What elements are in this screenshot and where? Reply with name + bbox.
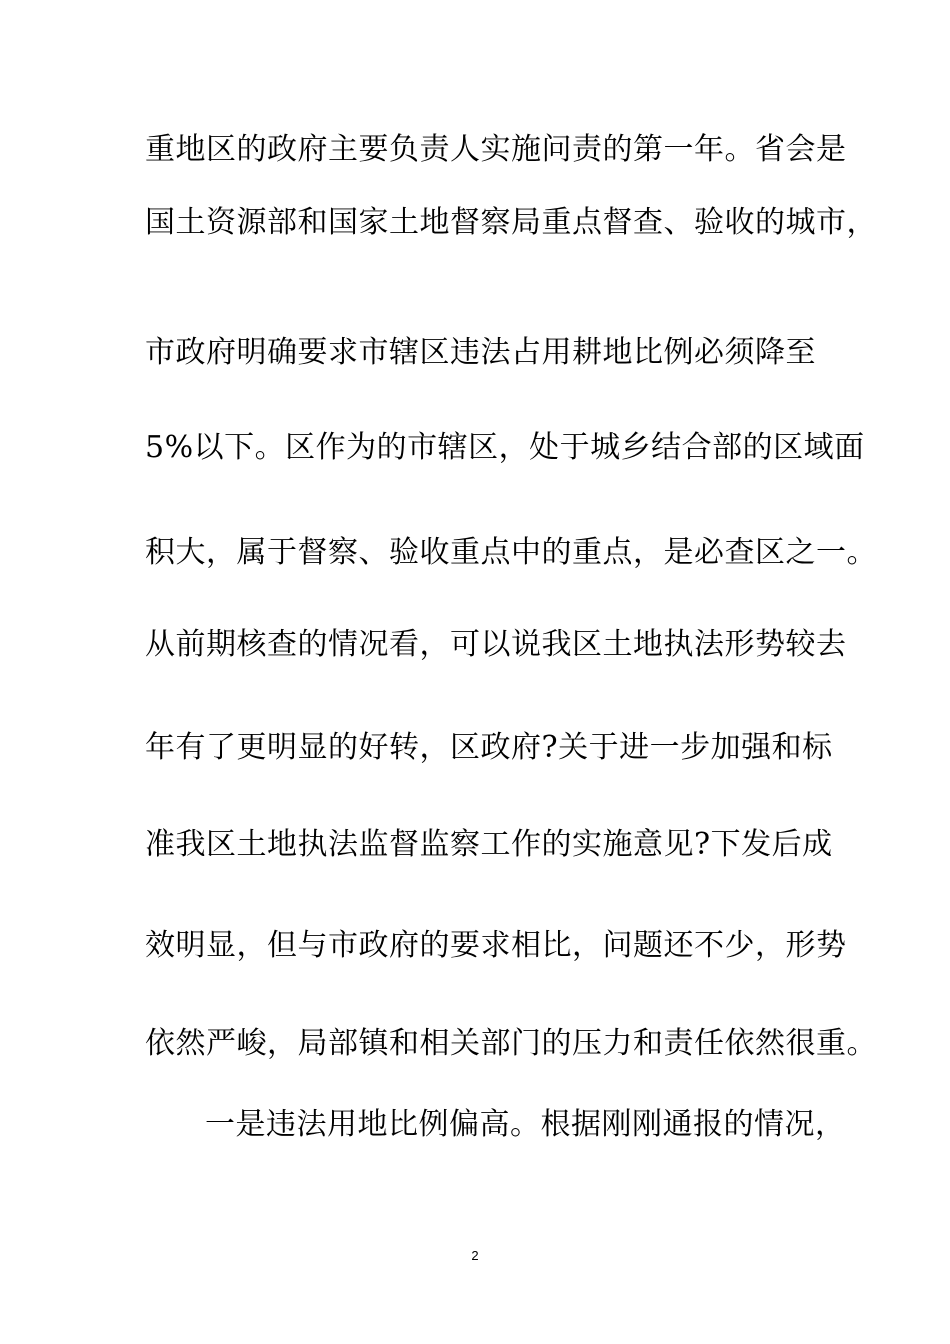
text-line: 积大，属于督察、验收重点中的重点，是必查区之一。 bbox=[145, 535, 877, 570]
paragraph-first-line: 一是违法用地比例偏高。根据刚刚通报的情况， bbox=[205, 1107, 846, 1142]
text-line: 市政府明确要求市辖区违法占用耕地比例必须降至 bbox=[145, 335, 816, 370]
text-line: 从前期核查的情况看，可以说我区土地执法形势较去 bbox=[145, 627, 847, 662]
text-line: 依然严峻，局部镇和相关部门的压力和责任依然很重。 bbox=[145, 1026, 877, 1061]
text-line: 国土资源部和国家土地督察局重点督查、验收的城市， bbox=[145, 205, 877, 240]
text-line: 年有了更明显的好转，区政府?关于进一步加强和标 bbox=[145, 730, 833, 765]
text-line: 5%以下。区作为的市辖区，处于城乡结合部的区域面 bbox=[145, 430, 865, 465]
page-number: 2 bbox=[471, 1248, 479, 1263]
text-line: 效明显，但与市政府的要求相比，问题还不少，形势 bbox=[145, 928, 847, 963]
text-line: 重地区的政府主要负责人实施问责的第一年。省会是 bbox=[145, 132, 847, 167]
text-line: 准我区土地执法监督监察工作的实施意见?下发后成 bbox=[145, 827, 833, 862]
